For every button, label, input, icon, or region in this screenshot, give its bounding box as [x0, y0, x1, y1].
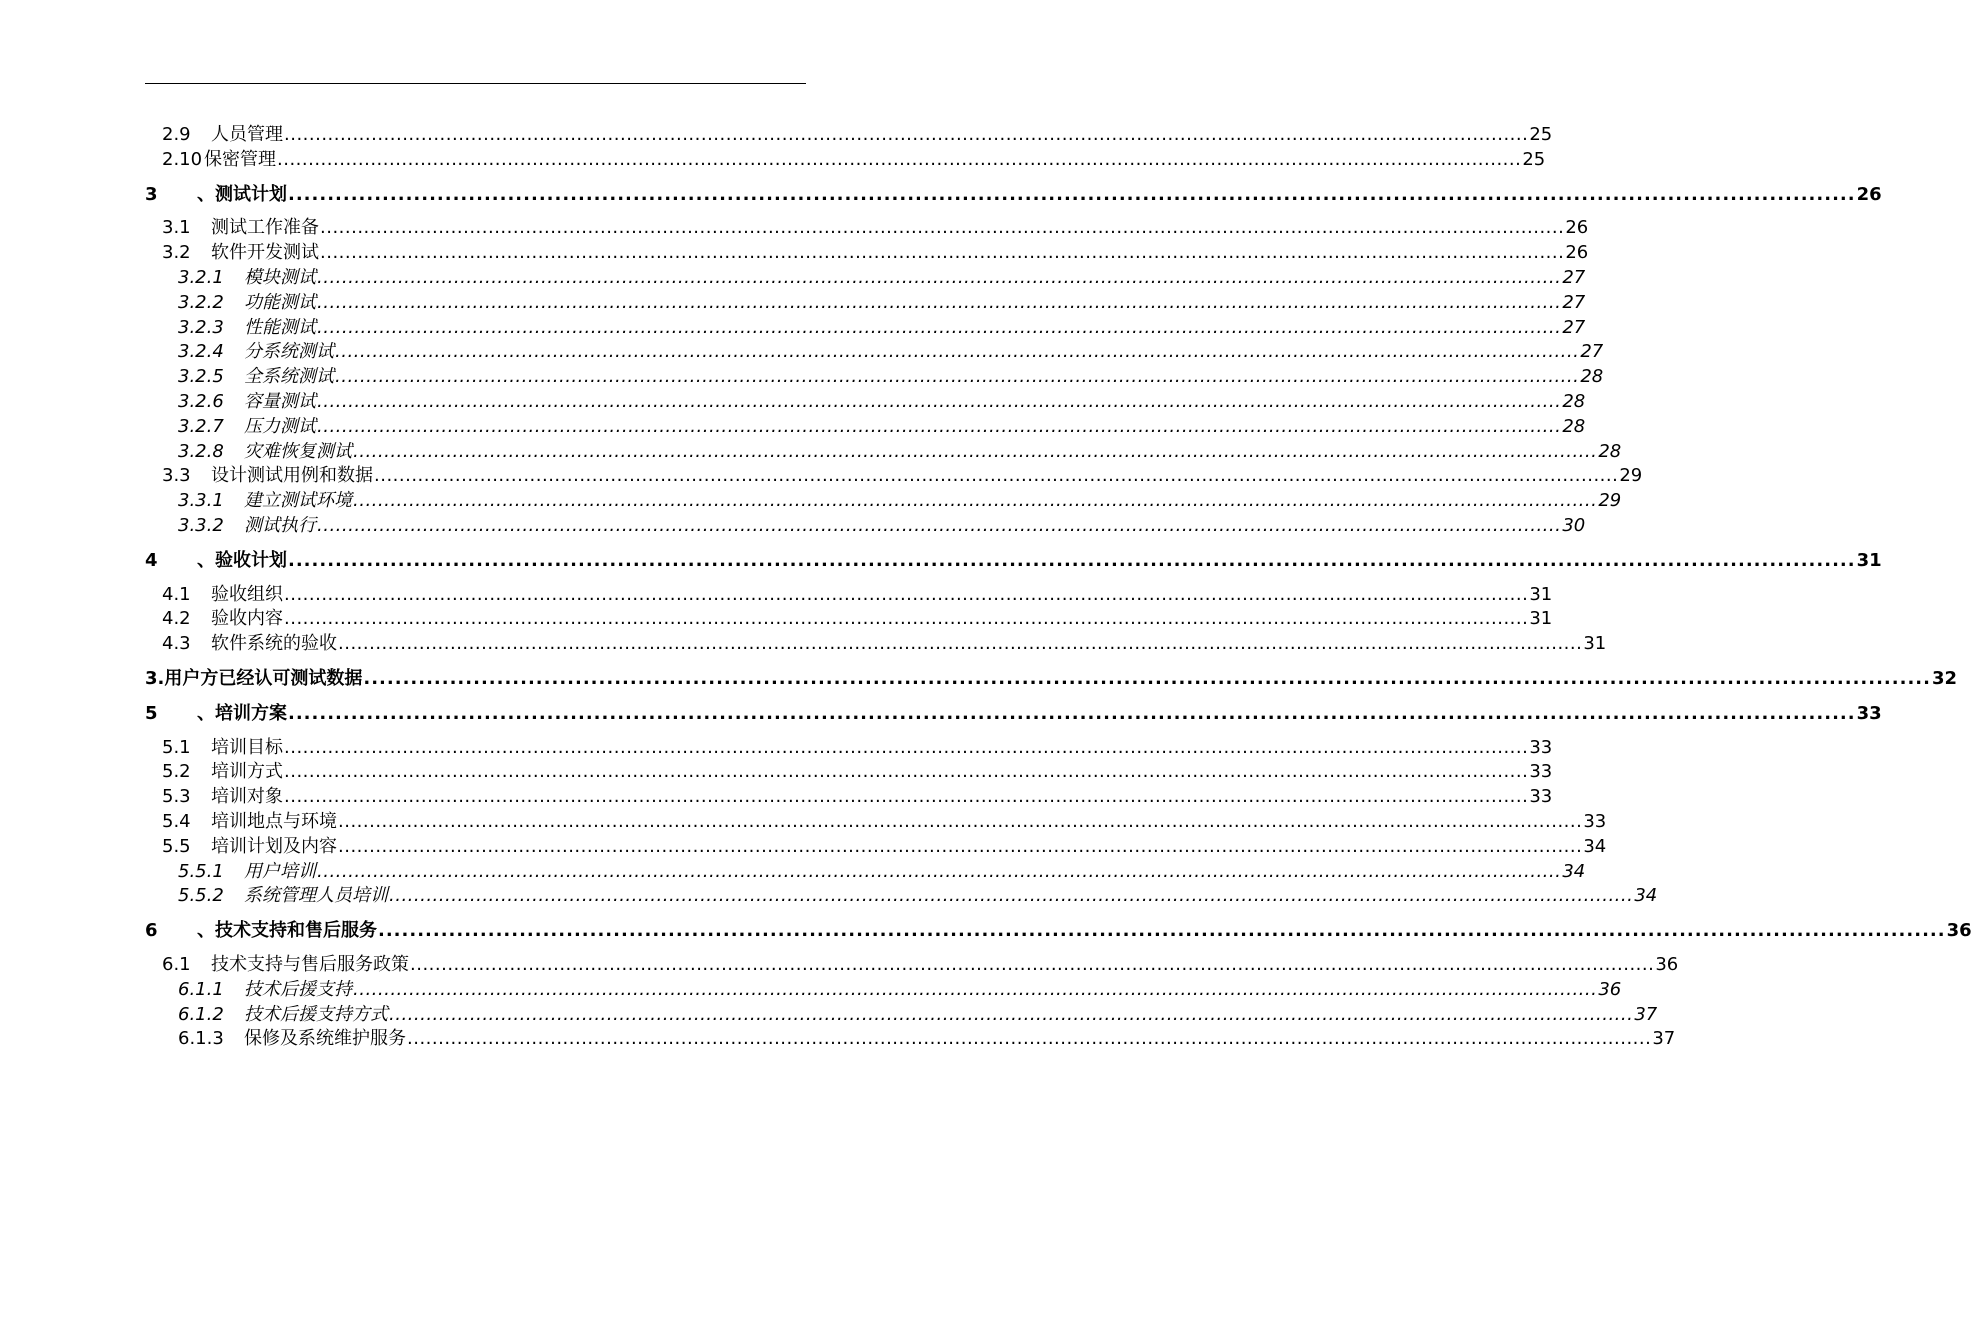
toc-entry-number: 2.10: [162, 148, 203, 170]
toc-entry-page-number: 33: [1856, 702, 1882, 724]
toc-dot-leader: ........................................................................................................................................................................................................: [407, 1028, 1652, 1050]
toc-entry-title: 系统管理人员培训: [244, 885, 388, 907]
toc-entry-title: 压力测试: [244, 415, 316, 437]
toc-entry-number: 5.4: [162, 810, 191, 832]
toc-entry-title: 培训对象: [211, 786, 283, 808]
toc-dot-leader: ........................................................................................................................................................................................................: [374, 465, 1619, 487]
toc-entry[interactable]: [145, 464, 1643, 489]
toc-entry-number: 4.2: [162, 608, 191, 630]
toc-entry-page-number: 31: [1529, 608, 1553, 630]
toc-entry-number: 5.3: [162, 786, 191, 808]
toc-entry-page-number: 29: [1619, 465, 1643, 487]
toc-entry[interactable]: [145, 241, 1589, 266]
toc-entry[interactable]: [145, 702, 1882, 727]
toc-entry-title: 3.用户方已经认可测试数据: [145, 667, 363, 689]
toc-entry-page-number: 30: [1562, 514, 1586, 536]
toc-entry-page-number: 34: [1562, 860, 1586, 882]
toc-entry-number: 6.1: [162, 953, 191, 975]
toc-entry-page-number: 31: [1583, 633, 1607, 655]
toc-entry-page-number: 26: [1565, 242, 1589, 264]
toc-entry-page-number: 27: [1562, 316, 1586, 338]
toc-dot-leader: ........................................................................................................................................................................................................: [389, 1003, 1634, 1025]
toc-entry-number: 3.2.5: [178, 366, 224, 388]
toc-entry-title: 、测试计划: [197, 183, 287, 205]
toc-entry-page-number: 33: [1529, 786, 1553, 808]
toc-dot-leader: ........................................................................................................................................................................................................: [338, 835, 1583, 857]
toc-entry-title: 设计测试用例和数据: [211, 465, 373, 487]
toc-entry-number: 5.5: [162, 835, 191, 857]
toc-entry[interactable]: [145, 183, 1882, 208]
toc-entry-number: 3.2.4: [178, 341, 224, 363]
toc-dot-leader: ........................................................................................................................................................................................................: [317, 415, 1562, 437]
toc-entry-number: 3.1: [162, 217, 191, 239]
toc-entry-title: 技术后援支持方式: [244, 1003, 388, 1025]
toc-entry-page-number: 33: [1529, 736, 1553, 758]
toc-entry[interactable]: [145, 148, 1546, 173]
toc-entry[interactable]: [145, 390, 1586, 415]
toc-entry-number: 3.2.7: [178, 415, 224, 437]
toc-entry-number: 3.3.1: [178, 490, 224, 512]
toc-entry-page-number: 28: [1580, 366, 1604, 388]
toc-entry-title: 、验收计划: [197, 549, 287, 571]
toc-entry-number: 3.2.3: [178, 316, 224, 338]
toc-entry[interactable]: [145, 340, 1604, 365]
toc-entry-title: 技术支持与售后服务政策: [211, 953, 409, 975]
table-of-contents: [145, 123, 1972, 1052]
toc-entry[interactable]: [145, 549, 1882, 574]
toc-entry-page-number: 25: [1522, 148, 1546, 170]
toc-entry[interactable]: [145, 785, 1553, 810]
toc-entry[interactable]: [145, 1003, 1658, 1028]
toc-dot-leader: ........................................................................................................................................................................................................: [317, 291, 1562, 313]
toc-entry-number: 3: [145, 183, 158, 205]
toc-entry-number: 6.1.1: [178, 978, 224, 1000]
toc-dot-leader: ........................................................................................................................................................................................................: [335, 366, 1580, 388]
toc-entry[interactable]: [145, 760, 1553, 785]
toc-entry-page-number: 25: [1529, 124, 1553, 145]
toc-entry[interactable]: [145, 365, 1604, 390]
toc-entry-number: 5.2: [162, 761, 191, 783]
toc-entry-title: 软件系统的验收: [211, 633, 337, 655]
toc-entry[interactable]: [145, 291, 1586, 316]
toc-entry-number: 3.3: [162, 465, 191, 487]
toc-dot-leader: ........................................................................................................................................................................................................: [363, 667, 1931, 689]
toc-entry[interactable]: [145, 1027, 1676, 1052]
toc-entry[interactable]: [145, 440, 1622, 465]
toc-entry[interactable]: [145, 415, 1586, 440]
toc-entry-title: 测试工作准备: [211, 217, 319, 239]
toc-entry[interactable]: [145, 835, 1607, 860]
toc-entry-title: 、技术支持和售后服务: [197, 920, 377, 942]
toc-entry-page-number: 27: [1562, 291, 1586, 313]
toc-dot-leader: ........................................................................................................................................................................................................: [284, 761, 1529, 783]
toc-entry-number: 5.1: [162, 736, 191, 758]
toc-entry-page-number: 37: [1652, 1028, 1676, 1050]
toc-entry[interactable]: [145, 583, 1553, 608]
toc-entry-page-number: 33: [1583, 810, 1607, 832]
toc-entry-title: 分系统测试: [244, 341, 334, 363]
toc-entry-title: 容量测试: [244, 390, 316, 412]
toc-entry-title: 软件开发测试: [211, 242, 319, 264]
toc-entry-number: 6.1.2: [178, 1003, 224, 1025]
toc-entry-title: 技术后援支持: [244, 978, 352, 1000]
toc-entry-page-number: 31: [1529, 583, 1553, 605]
toc-dot-leader: ........................................................................................................................................................................................................: [335, 341, 1580, 363]
toc-dot-leader: ........................................................................................................................................................................................................: [378, 920, 1946, 942]
toc-dot-leader: ........................................................................................................................................................................................................: [284, 786, 1529, 808]
toc-dot-leader: ........................................................................................................................................................................................................: [338, 633, 1583, 655]
toc-entry-page-number: 26: [1565, 217, 1589, 239]
toc-entry-number: 3.2.6: [178, 390, 224, 412]
toc-dot-leader: ........................................................................................................................................................................................................: [288, 183, 1856, 205]
toc-entry[interactable]: [145, 632, 1607, 657]
toc-dot-leader: ........................................................................................................................................................................................................: [353, 978, 1598, 1000]
toc-entry-title: 培训计划及内容: [211, 835, 337, 857]
toc-entry-page-number: 28: [1562, 390, 1586, 412]
toc-dot-leader: ........................................................................................................................................................................................................: [284, 736, 1529, 758]
toc-entry-page-number: 32: [1931, 667, 1958, 689]
toc-dot-leader: ........................................................................................................................................................................................................: [317, 316, 1562, 338]
toc-entry-number: 5: [145, 702, 158, 724]
toc-entry[interactable]: [145, 667, 1958, 692]
toc-entry-page-number: 31: [1856, 549, 1882, 571]
toc-entry[interactable]: [145, 810, 1607, 835]
toc-entry-title: 用户培训: [244, 860, 316, 882]
toc-dot-leader: ........................................................................................................................................................................................................: [353, 490, 1598, 512]
toc-entry-page-number: 29: [1598, 490, 1622, 512]
toc-entry-number: 4.1: [162, 583, 191, 605]
toc-dot-leader: ........................................................................................................................................................................................................: [317, 514, 1562, 536]
toc-entry-page-number: 28: [1598, 440, 1622, 462]
toc-entry-page-number: 36: [1598, 978, 1622, 1000]
toc-dot-leader: ........................................................................................................................................................................................................: [277, 148, 1522, 170]
toc-entry-title: 建立测试环境: [244, 490, 352, 512]
toc-entry[interactable]: [145, 123, 1553, 148]
toc-entry-title: 模块测试: [244, 266, 316, 288]
toc-dot-leader: ........................................................................................................................................................................................................: [353, 440, 1598, 462]
toc-entry-number: 6.1.3: [178, 1028, 224, 1050]
toc-entry[interactable]: [145, 514, 1586, 539]
toc-entry-number: 5.5.1: [178, 860, 224, 882]
toc-entry[interactable]: [145, 316, 1586, 341]
toc-entry-page-number: 27: [1562, 266, 1586, 288]
toc-entry-title: 功能测试: [244, 291, 316, 313]
toc-entry-page-number: 36: [1946, 920, 1972, 942]
toc-entry-title: 性能测试: [244, 316, 316, 338]
toc-entry[interactable]: [145, 884, 1658, 909]
toc-entry[interactable]: [145, 978, 1622, 1003]
toc-entry-number: 5.5.2: [178, 885, 224, 907]
toc-entry-number: 3.2.8: [178, 440, 224, 462]
toc-entry-page-number: 34: [1634, 885, 1658, 907]
toc-entry-page-number: 28: [1562, 415, 1586, 437]
toc-entry[interactable]: [145, 216, 1589, 241]
toc-entry-title: 培训方式: [211, 761, 283, 783]
toc-entry-number: 3.2.1: [178, 266, 224, 288]
toc-entry-title: 人员管理: [211, 124, 283, 145]
toc-entry-number: 4: [145, 549, 158, 571]
toc-entry-title: 验收组织: [211, 583, 283, 605]
toc-entry[interactable]: [145, 489, 1622, 514]
toc-entry-title: 测试执行: [244, 514, 316, 536]
toc-dot-leader: ........................................................................................................................................................................................................: [320, 242, 1565, 264]
toc-entry[interactable]: [145, 266, 1586, 291]
toc-dot-leader: ........................................................................................................................................................................................................: [288, 702, 1856, 724]
toc-dot-leader: ........................................................................................................................................................................................................: [284, 124, 1529, 145]
toc-dot-leader: ........................................................................................................................................................................................................: [317, 860, 1562, 882]
toc-dot-leader: ........................................................................................................................................................................................................: [389, 885, 1634, 907]
toc-entry-title: 培训地点与环境: [211, 810, 337, 832]
toc-entry-title: 保密管理: [204, 148, 276, 170]
toc-entry-page-number: 26: [1856, 183, 1882, 205]
toc-entry-page-number: 33: [1529, 761, 1553, 783]
toc-entry-page-number: 27: [1580, 341, 1604, 363]
toc-entry[interactable]: [145, 953, 1679, 978]
toc-entry[interactable]: [145, 919, 1972, 944]
toc-entry-title: 灾难恢复测试: [244, 440, 352, 462]
toc-entry-page-number: 34: [1583, 835, 1607, 857]
toc-entry[interactable]: [145, 736, 1553, 761]
toc-dot-leader: ........................................................................................................................................................................................................: [410, 953, 1655, 975]
toc-dot-leader: ........................................................................................................................................................................................................: [288, 549, 1856, 571]
toc-entry-number: 3.2: [162, 242, 191, 264]
toc-entry-title: 全系统测试: [244, 366, 334, 388]
toc-dot-leader: ........................................................................................................................................................................................................: [284, 583, 1529, 605]
toc-entry-title: 培训目标: [211, 736, 283, 758]
toc-entry-page-number: 37: [1634, 1003, 1658, 1025]
toc-entry[interactable]: [145, 860, 1586, 885]
header-rule: [145, 83, 806, 84]
toc-entry-number: 3.2.2: [178, 291, 224, 313]
toc-entry[interactable]: [145, 607, 1553, 632]
toc-dot-leader: ........................................................................................................................................................................................................: [317, 390, 1562, 412]
toc-dot-leader: ........................................................................................................................................................................................................: [284, 608, 1529, 630]
toc-entry-number: 4.3: [162, 633, 191, 655]
toc-dot-leader: ........................................................................................................................................................................................................: [320, 217, 1565, 239]
toc-entry-number: 3.3.2: [178, 514, 224, 536]
toc-dot-leader: ........................................................................................................................................................................................................: [317, 266, 1562, 288]
toc-entry-number: 2.9: [162, 124, 191, 145]
toc-entry-title: 、培训方案: [197, 702, 287, 724]
toc-entry-page-number: 36: [1655, 953, 1679, 975]
toc-entry-number: 6: [145, 920, 158, 942]
toc-entry-title: 验收内容: [211, 608, 283, 630]
toc-entry-title: 保修及系统维护服务: [244, 1028, 406, 1050]
toc-dot-leader: ........................................................................................................................................................................................................: [338, 810, 1583, 832]
